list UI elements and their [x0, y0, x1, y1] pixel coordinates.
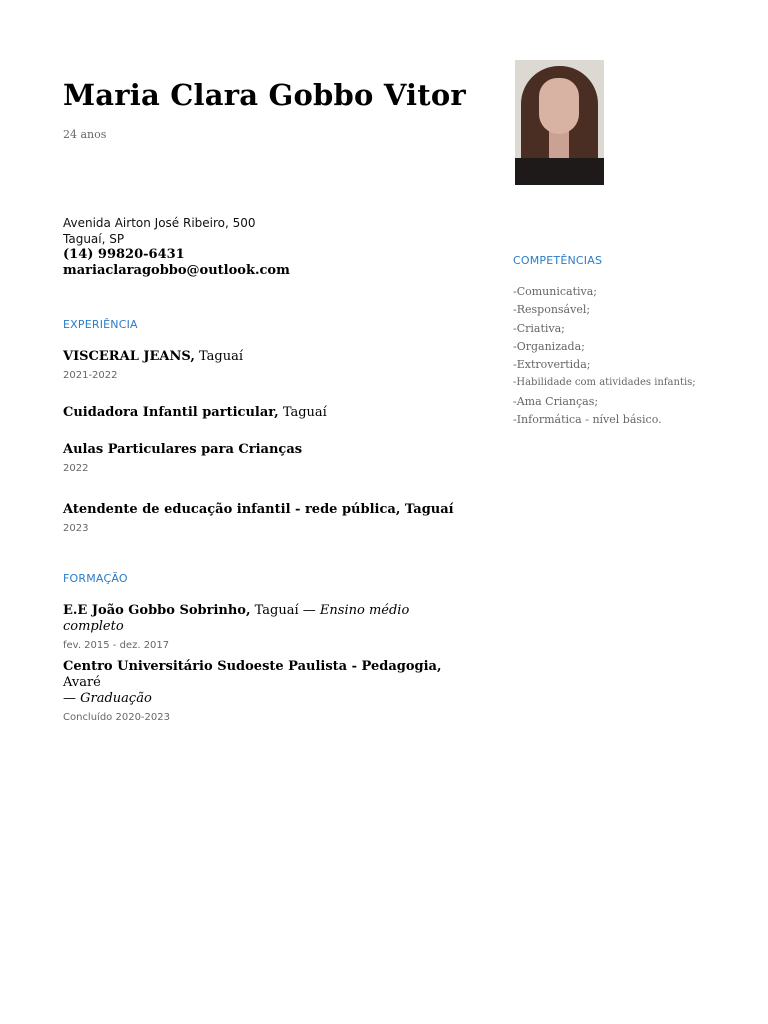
experience-title: VISCERAL JEANS,	[63, 349, 195, 364]
skill-item: -Habilidade com atividades infantis;	[513, 377, 696, 389]
email-address: mariaclaragobbo@outlook.com	[63, 263, 290, 278]
education-date: fev. 2015 - dez. 2017	[63, 640, 170, 651]
experience-item	[63, 349, 463, 381]
phone-number: (14) 99820-6431	[63, 247, 185, 262]
education-date: Concluído 2020-2023	[63, 712, 170, 723]
experience-title: Atendente de educação infantil - rede pública, Taguaí	[63, 502, 454, 517]
experience-item	[63, 502, 463, 534]
experience-location: Taguaí	[194, 349, 244, 364]
contact-block	[63, 215, 290, 279]
experience-item	[63, 405, 463, 421]
experience-location: Taguaí	[278, 405, 327, 420]
education-degree: Ensino médio completo	[63, 603, 410, 634]
skill-item: -Criativa;	[513, 321, 565, 335]
skill-item: -Responsável;	[513, 303, 591, 317]
skill-item: -Ama Crianças;	[513, 394, 599, 408]
education-heading: FORMAÇÃO	[63, 572, 128, 585]
education-degree: Graduação	[80, 691, 152, 706]
skills-list	[513, 283, 703, 429]
experience-date: 2021-2022	[63, 370, 118, 381]
experience-title: Cuidadora Infantil particular,	[63, 405, 279, 420]
candidate-age: 24 anos	[63, 128, 107, 141]
address-line-1: Avenida Airton José Ribeiro, 500	[63, 216, 256, 230]
experience-heading: EXPERIÊNCIA	[63, 318, 138, 331]
experience-title: Aulas Particulares para Crianças	[63, 442, 303, 457]
education-location: Avaré	[63, 675, 101, 690]
education-title: Centro Universitário Sudoeste Paulista - Pedagogia,	[63, 659, 442, 674]
skill-item: -Informática - nível básico.	[513, 413, 662, 427]
skill-item: -Comunicativa;	[513, 285, 598, 298]
skills-heading: COMPETÊNCIAS	[513, 254, 603, 267]
education-location: Taguaí —	[250, 603, 320, 618]
experience-item	[63, 442, 463, 474]
skill-item: -Organizada;	[513, 339, 585, 353]
profile-photo	[515, 60, 604, 185]
skill-item: -Extrovertida;	[513, 358, 591, 372]
experience-date: 2022	[63, 463, 89, 474]
experience-date: 2023	[63, 523, 89, 534]
candidate-name: Maria Clara Gobbo Vitor	[63, 78, 466, 112]
education-separator: —	[63, 691, 81, 706]
education-item	[63, 659, 463, 723]
address-line-2: Taguaí, SP	[63, 232, 125, 246]
education-title: E.E João Gobbo Sobrinho,	[63, 603, 251, 618]
education-item	[63, 603, 463, 651]
